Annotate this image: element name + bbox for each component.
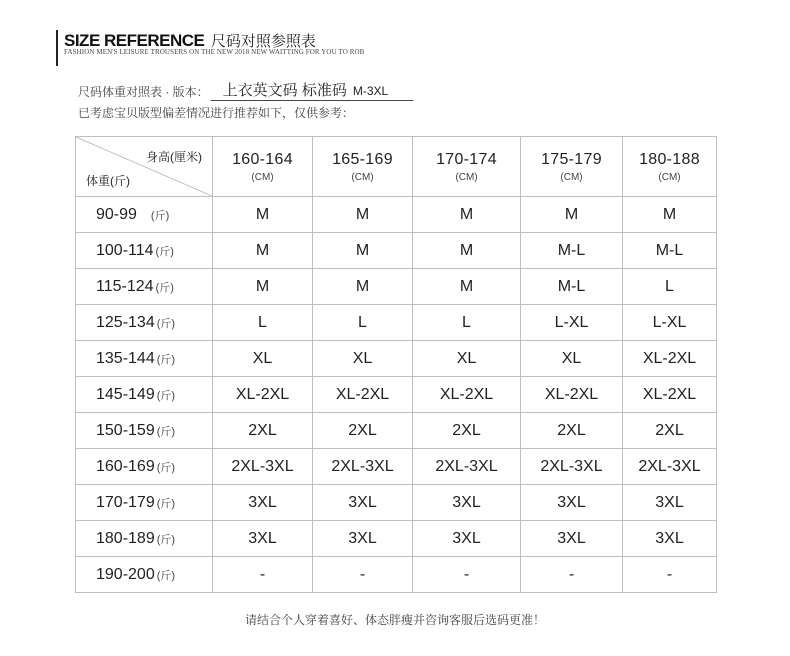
weight-range: 115-124 [96, 277, 154, 295]
size-cell: - [413, 557, 521, 593]
height-header-cell [623, 137, 717, 197]
size-cell: L-XL [623, 305, 717, 341]
size-cell: M [623, 197, 717, 233]
size-cell: - [521, 557, 623, 593]
size-cell: L [413, 305, 521, 341]
title-english: SIZE REFERENCE [64, 31, 205, 50]
size-cell: L [623, 269, 717, 305]
weight-unit: (斤) [156, 353, 176, 366]
corner-weight-label: 体重(斤) [86, 174, 130, 188]
weight-cell [76, 485, 213, 521]
size-cell: M [313, 197, 413, 233]
size-cell: 3XL [413, 521, 521, 557]
weight-range: 145-149 [96, 385, 155, 403]
weight-range: 90-99 [96, 205, 137, 223]
weight-range: 150-159 [96, 421, 155, 439]
weight-cell [76, 269, 213, 305]
height-header-cell [213, 137, 313, 197]
weight-unit: (斤) [156, 461, 176, 474]
height-header-cell [313, 137, 413, 197]
table-corner-cell [76, 137, 213, 197]
table-row [76, 449, 717, 485]
weight-unit: (斤) [155, 281, 174, 294]
size-cell: 2XL [213, 413, 313, 449]
weight-cell [76, 521, 213, 557]
height-unit: (CM) [658, 171, 681, 183]
size-cell: 2XL-3XL [213, 449, 313, 485]
height-unit: (CM) [560, 171, 583, 183]
weight-unit: (斤) [150, 209, 170, 222]
size-cell: - [623, 557, 717, 593]
table-row [76, 485, 717, 521]
size-table [75, 136, 717, 593]
size-cell: XL [521, 341, 623, 377]
size-cell: 3XL [521, 521, 623, 557]
table-row [76, 305, 717, 341]
size-cell: 3XL [413, 485, 521, 521]
size-cell: - [313, 557, 413, 593]
size-cell: 3XL [213, 485, 313, 521]
height-range: 175-179 [541, 150, 602, 168]
weight-unit: (斤) [156, 533, 176, 546]
table-row [76, 413, 717, 449]
header-subtitle: FASHION MEN'S LEISURE TROUSERS ON THE NEW 2018 NEW WAITTING FOR YOU TO ROB [64, 48, 365, 56]
size-cell: M [213, 233, 313, 269]
size-cell: M [213, 197, 313, 233]
size-cell: 2XL [313, 413, 413, 449]
weight-cell [76, 341, 213, 377]
size-cell: M [413, 269, 521, 305]
size-cell: L-XL [521, 305, 623, 341]
size-cell: XL [213, 341, 313, 377]
weight-cell [76, 557, 213, 593]
size-cell: XL [313, 341, 413, 377]
weight-cell [76, 377, 213, 413]
weight-unit: (斤) [156, 497, 176, 510]
height-range: 180-188 [639, 150, 700, 168]
footer-note: 请结合个人穿着喜好、体态胖瘦并咨询客服后选码更准！ [244, 613, 545, 627]
size-cell: 3XL [313, 521, 413, 557]
size-cell: XL-2XL [623, 377, 717, 413]
size-cell: L [313, 305, 413, 341]
size-cell: 2XL-3XL [623, 449, 717, 485]
height-header-cell [413, 137, 521, 197]
size-cell: 3XL [313, 485, 413, 521]
corner-height-label: 身高(厘米) [146, 150, 202, 164]
weight-range: 125-134 [96, 313, 155, 331]
size-cell: 2XL [623, 413, 717, 449]
size-cell: 2XL-3XL [313, 449, 413, 485]
height-unit: (CM) [455, 171, 478, 183]
size-cell: XL-2XL [521, 377, 623, 413]
height-header-cell [521, 137, 623, 197]
size-cell: M [413, 233, 521, 269]
title-chinese: 尺码对照参照表 [210, 33, 316, 50]
version-line [78, 80, 413, 102]
size-cell: 3XL [521, 485, 623, 521]
version-value-en: M-3XL [352, 84, 389, 98]
size-cell: M [413, 197, 521, 233]
size-cell: M-L [521, 233, 623, 269]
weight-range: 180-189 [96, 529, 155, 547]
weight-unit: (斤) [156, 569, 176, 582]
weight-range: 100-114 [96, 241, 154, 259]
header-accent-bar [56, 30, 58, 66]
size-cell: 2XL [521, 413, 623, 449]
size-cell: 2XL-3XL [413, 449, 521, 485]
weight-unit: (斤) [156, 317, 176, 330]
weight-range: 190-200 [96, 565, 155, 583]
weight-unit: (斤) [156, 425, 176, 438]
size-cell: 2XL-3XL [521, 449, 623, 485]
size-cell: 3XL [623, 521, 717, 557]
size-cell: M [313, 233, 413, 269]
size-cell: M [213, 269, 313, 305]
size-cell: M-L [521, 269, 623, 305]
version-value [211, 79, 413, 101]
version-value-zh: 上衣英文码 标准码 [222, 82, 347, 99]
table-row [76, 341, 717, 377]
weight-unit: (斤) [155, 245, 174, 258]
table-row [76, 521, 717, 557]
reference-note: 已考虑宝贝版型偏差情况进行推荐如下，仅供参考： [78, 106, 355, 120]
weight-cell [76, 413, 213, 449]
version-label: 尺码体重对照表 · 版本： [78, 85, 209, 99]
size-cell: XL-2XL [413, 377, 521, 413]
table-header-row [76, 137, 717, 197]
size-cell: M [521, 197, 623, 233]
height-range: 160-164 [232, 150, 293, 168]
size-cell: XL-2XL [313, 377, 413, 413]
size-cell: L [213, 305, 313, 341]
weight-range: 160-169 [96, 457, 155, 475]
height-range: 165-169 [332, 150, 393, 168]
height-unit: (CM) [351, 171, 374, 183]
table-row [76, 269, 717, 305]
weight-range: 170-179 [96, 493, 155, 511]
size-cell: 2XL [413, 413, 521, 449]
size-cell: XL [413, 341, 521, 377]
weight-range: 135-144 [96, 349, 155, 367]
weight-unit: (斤) [156, 389, 176, 402]
table-row [76, 233, 717, 269]
size-cell: 3XL [213, 521, 313, 557]
size-cell: XL-2XL [213, 377, 313, 413]
size-cell: M-L [623, 233, 717, 269]
size-cell: - [213, 557, 313, 593]
weight-cell [76, 233, 213, 269]
weight-cell [76, 197, 213, 233]
size-cell: M [313, 269, 413, 305]
weight-cell [76, 449, 213, 485]
size-cell: 3XL [623, 485, 717, 521]
weight-cell [76, 305, 213, 341]
size-cell: XL-2XL [623, 341, 717, 377]
height-unit: (CM) [251, 171, 274, 183]
table-row [76, 557, 717, 593]
table-row [76, 377, 717, 413]
height-range: 170-174 [436, 150, 497, 168]
table-row [76, 197, 717, 233]
